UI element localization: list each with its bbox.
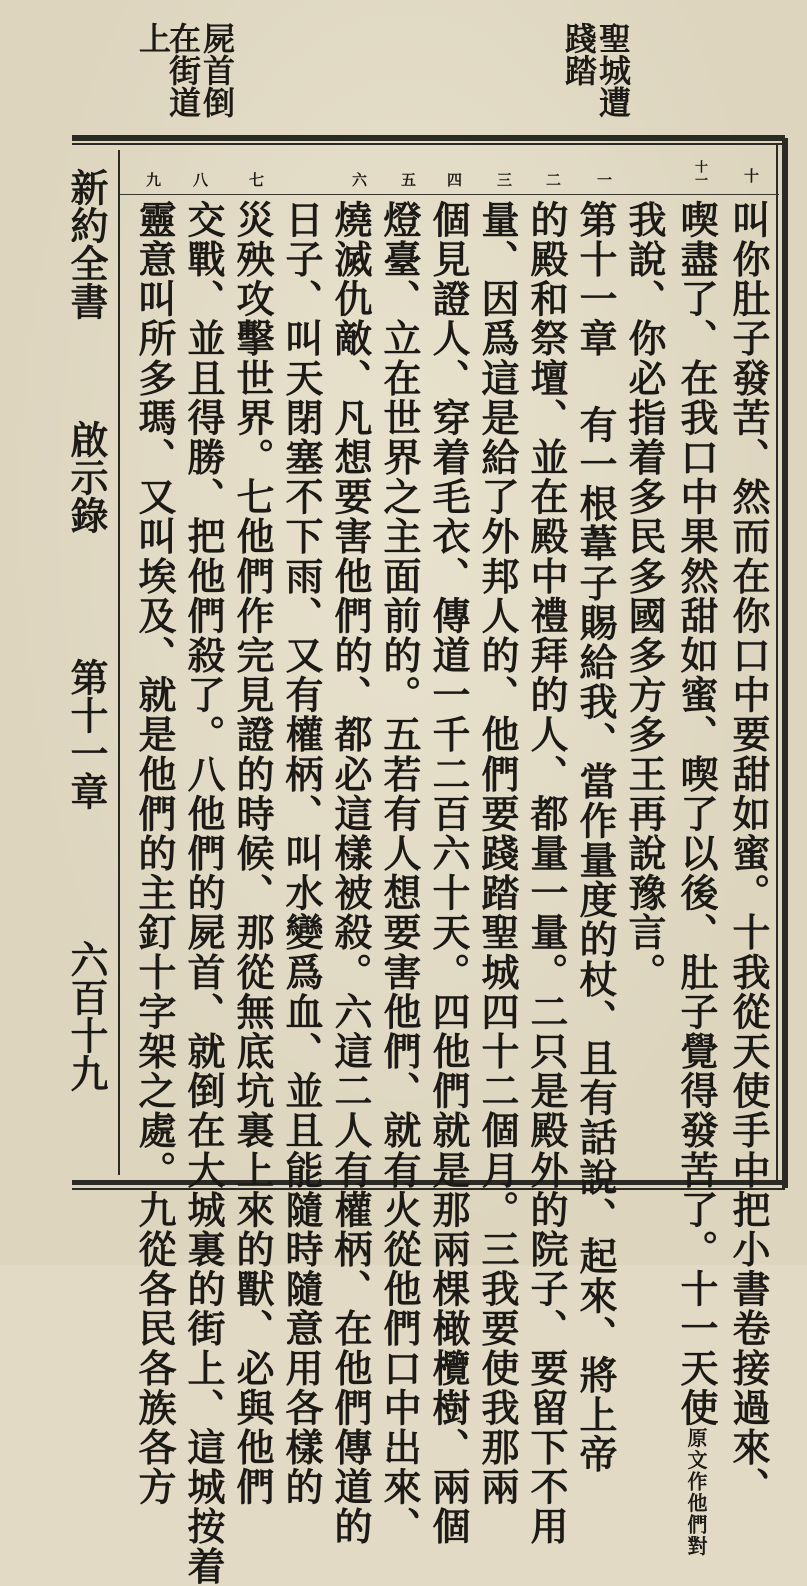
text-column: 日子、叫天閉塞不下雨、又有權柄、叫水變爲血、並且能隨時隨意用各樣的 bbox=[279, 200, 324, 1507]
headnote-left-2: 在街道 bbox=[164, 22, 202, 118]
verse-number: 三 bbox=[495, 172, 513, 187]
headnote-right-1: 聖城遭 bbox=[594, 22, 632, 118]
headnote-left-3: 上 bbox=[134, 22, 172, 54]
headnote-left-1: 屍首倒 bbox=[198, 22, 236, 118]
headnote-right-2: 踐踏 bbox=[560, 22, 598, 86]
running-chapter: 第十一章 bbox=[64, 658, 109, 810]
text-column: 叫你肚子發苦、然而在你口中要甜如蜜。十我從天使手中把小書卷接過來、 bbox=[726, 200, 771, 1507]
inline-note: 原文作他們對 bbox=[684, 1427, 708, 1558]
verse-number-rule bbox=[120, 194, 779, 195]
frame-top-rule-thin bbox=[72, 143, 785, 145]
text-column: 交戰、並且得勝、把他們殺了。八他們的屍首、就倒在大城裏的街上、這城按着 bbox=[181, 200, 226, 1586]
verse-number: 九 bbox=[144, 172, 162, 187]
text-column: 燈臺、立在世界之主面前的。五若有人想要害他們、就有火從他們口中出來、 bbox=[377, 200, 422, 1547]
verse-number: 二 bbox=[544, 172, 562, 187]
text-column: 量、因爲這是給了外邦人的、他們要踐踏聖城四十二個月。三我要使我那兩 bbox=[475, 200, 520, 1507]
verse-number: 十 bbox=[742, 168, 760, 183]
text-column-part: 喫盡了、在我口中果然甜如蜜、喫了以後、肚子覺得發苦了。十一天使 bbox=[674, 200, 719, 1428]
frame-right-rule bbox=[782, 138, 788, 1188]
page-number: 六百十九 bbox=[64, 940, 109, 1092]
text-column bbox=[674, 200, 719, 1558]
verse-number: 十一 bbox=[692, 160, 707, 186]
verse-number: 七 bbox=[247, 172, 265, 187]
running-book-title: 新約全書 bbox=[64, 168, 109, 320]
running-section-title: 啟示錄 bbox=[64, 420, 109, 534]
verse-number: 一 bbox=[595, 172, 613, 187]
text-column: 我說、你必指着多民多國多方多王再說豫言。 bbox=[622, 200, 667, 992]
verse-number: 五 bbox=[399, 172, 417, 187]
text-column: 個見證人、穿着毛衣、傳道一千二百六十天。四他們就是那兩棵橄欖樹、兩個 bbox=[426, 200, 471, 1547]
running-title-divider bbox=[118, 150, 120, 1175]
text-column: 燒滅仇敵、凡想要害他們的、都必這樣被殺。六這二人有權柄、在他們傳道的 bbox=[328, 200, 373, 1547]
text-column: 災殃攻擊世界。七他們作完見證的時候、那從無底坑裏上來的獸、必與他們 bbox=[230, 200, 275, 1507]
verse-number: 八 bbox=[191, 172, 209, 187]
verse-number: 四 bbox=[445, 172, 463, 187]
text-column: 的殿和祭壇、並在殿中禮拜的人、都量一量。二只是殿外的院子、要留下不用 bbox=[524, 200, 569, 1547]
verse-number: 六 bbox=[350, 172, 368, 187]
frame-top-rule bbox=[72, 135, 785, 141]
text-column: 靈意叫所多瑪、又叫埃及、就是他們的主釘十字架之處。九從各民各族各方 bbox=[132, 200, 177, 1507]
frame-right-rule-thin bbox=[776, 145, 778, 1185]
text-column: 第十一章 有一根葦子賜給我、當作量度的杖、且有話說、起來、將上帝 bbox=[573, 200, 618, 1475]
